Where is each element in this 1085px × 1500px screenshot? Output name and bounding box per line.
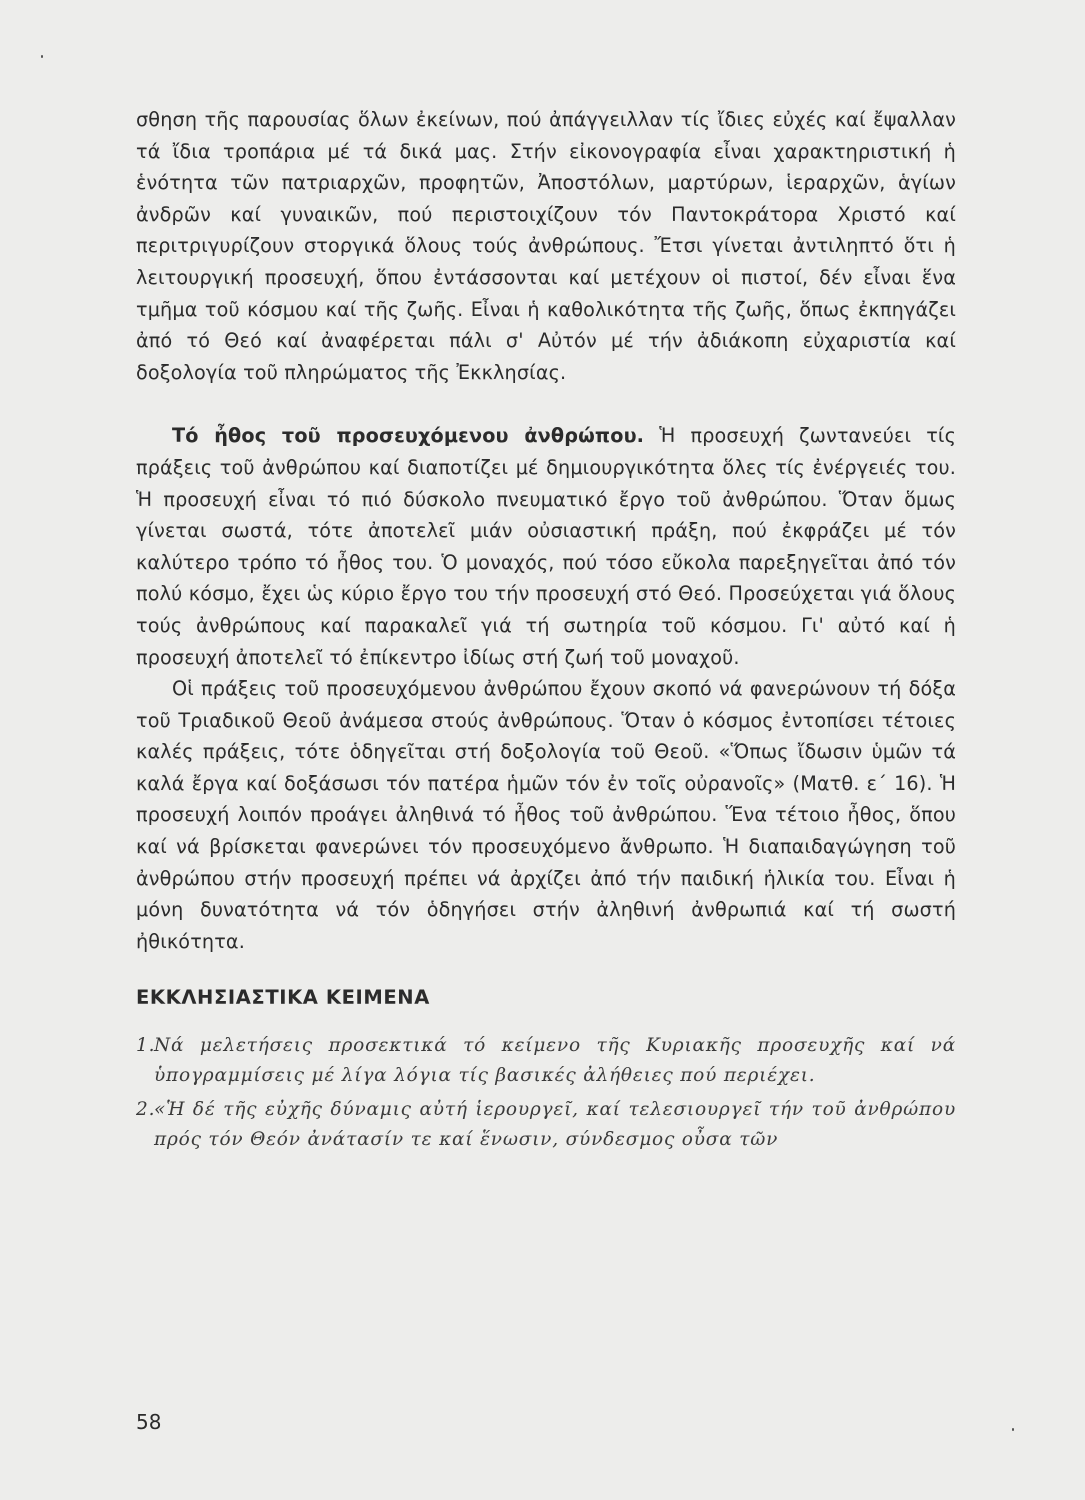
paragraph-2 bbox=[136, 420, 956, 673]
exercise-text: «Ἡ δέ τῆς εὐχῆς δύναμις αὐτή ἱερουργεῖ, καί τελεσιουργεῖ τήν τοῦ ἀνθρώπου πρός τόν Θεόν ἀνάτασίν τε καί ἕνωσιν, σύνδεσμος οὖσα τῶν bbox=[154, 1099, 956, 1151]
page-number: 58 bbox=[136, 1410, 162, 1434]
page-content bbox=[136, 104, 956, 1155]
paragraph-3: Οἱ πράξεις τοῦ προσευχόμενου ἀνθρώπου ἔχουν σκοπό νά φανερώνουν τή δόξα τοῦ Τριαδικοῦ Θεοῦ ἀνάμεσα στούς ἀνθρώπους. Ὅταν ὁ κόσμος ἐντοπίσει τέτοιες καλές πράξεις, τότε ὁδηγεῖται στή δοξολογία τοῦ Θεοῦ. «Ὅπως ἴδωσιν ὑμῶν τά καλά ἔργα καί δοξάσωσι τόν πατέρα ἡμῶν τόν ἐν τοῖς οὐρανοῖς» (Ματθ. ε΄ 16). Ἡ προσευχή λοιπόν προάγει ἀληθινά τό ἦθος τοῦ ἀνθρώπου. Ἕνα τέτοιο ἦθος, ὅπου καί νά βρίσκεται φανερώνει τόν προσευχόμενο ἄνθρωπο. Ἡ διαπαιδαγώγηση τοῦ ἀνθρώπου στήν προσευχή πρέπει νά ἀρχίζει ἀπό τήν παιδική ἡλικία του. Εἶναι ἡ μόνη δυνατότητα νά τόν ὁδηγήσει στήν ἀληθινή ἀνθρωπιά καί τή σωστή ἠθικότητα. bbox=[136, 677, 956, 953]
scan-speck bbox=[1012, 1428, 1014, 1431]
exercise-number: 1. bbox=[136, 1035, 156, 1057]
exercise-item bbox=[136, 1031, 956, 1091]
exercise-list bbox=[136, 1031, 956, 1155]
exercise-number: 2. bbox=[136, 1099, 156, 1121]
exercise-item bbox=[136, 1095, 956, 1155]
scan-speck bbox=[41, 55, 43, 58]
section-title: ΕΚΚΛΗΣΙΑΣΤΙΚΑ ΚΕΙΜΕΝΑ bbox=[136, 986, 430, 1010]
exercise-text: Νά μελετήσεις προσεκτικά τό κείμενο τῆς Κυριακῆς προσευχῆς καί νά ὑπογραμμίσεις μέ λίγα λόγια τίς βασικές ἀλήθειες πού περιέχει. bbox=[154, 1035, 956, 1087]
paragraph-2-lead-heading: Τό ἦθος τοῦ προσευχόμενου ἀνθρώπου. bbox=[172, 424, 645, 448]
paragraph-2-body: Ἡ προσευχή ζωντανεύει τίς πράξεις τοῦ ἀνθρώπου καί διαποτίζει μέ δημιουργικότητα ὅλες τίς ἐνέργειές του. Ἡ προσευχή εἶναι τό πιό δύσκολο πνευματικό ἔργο τοῦ ἀνθρώπου. Ὅταν ὅμως γίνεται σωστά, τότε ἀποτελεῖ μιάν οὐσιαστική πράξη, πού ἐκφράζει μέ τόν καλύτερο τρόπο τό ἦθος του. Ὁ μοναχός, πού τόσο εὔκολα παρεξηγεῖται ἀπό τόν πολύ κόσμο, ἔχει ὡς κύριο ἔργο του τήν προσευχή στό Θεό. Προσεύχεται γιά ὅλους τούς ἀνθρώπους καί παρακαλεῖ γιά τή σωτηρία τοῦ κόσμου. Γι' αὐτό καί ἡ προσευχή ἀποτελεῖ τό ἐπίκεντρο ἰδίως στή ζωή τοῦ μοναχοῦ. bbox=[136, 424, 956, 669]
paragraph-1: σθηση τῆς παρουσίας ὅλων ἐκείνων, πού ἀπάγγειλλαν τίς ἴδιες εὐχές καί ἔψαλλαν τά ἴδια τροπάρια μέ τά δικά μας. Στήν εἰκονογραφία εἶναι χαρακτηριστική ἡ ἑνότητα τῶν πατριαρχῶν, προφητῶν, Ἀποστόλων, μαρτύρων, ἱεραρχῶν, ἁγίων ἀνδρῶν καί γυναικῶν, πού περιστοιχίζουν τόν Παντοκράτορα Χριστό καί περιτριγυρίζουν στοργικά ὅλους τούς ἀνθρώπους. Ἔτσι γίνεται ἀντιληπτό ὅτι ἡ λειτουργική προσευχή, ὅπου ἐντάσσονται καί μετέχουν οἱ πιστοί, δέν εἶναι ἕνα τμῆμα τοῦ κόσμου καί τῆς ζωῆς. Εἶναι ἡ καθολικότητα τῆς ζωῆς, ὅπως ἐκπηγάζει ἀπό τό Θεό καί ἀναφέρεται πάλι σ' Αὐτόν μέ τήν ἀδιάκοπη εὐχαριστία καί δοξολογία τοῦ πληρώματος τῆς Ἐκκλησίας. bbox=[136, 108, 956, 384]
